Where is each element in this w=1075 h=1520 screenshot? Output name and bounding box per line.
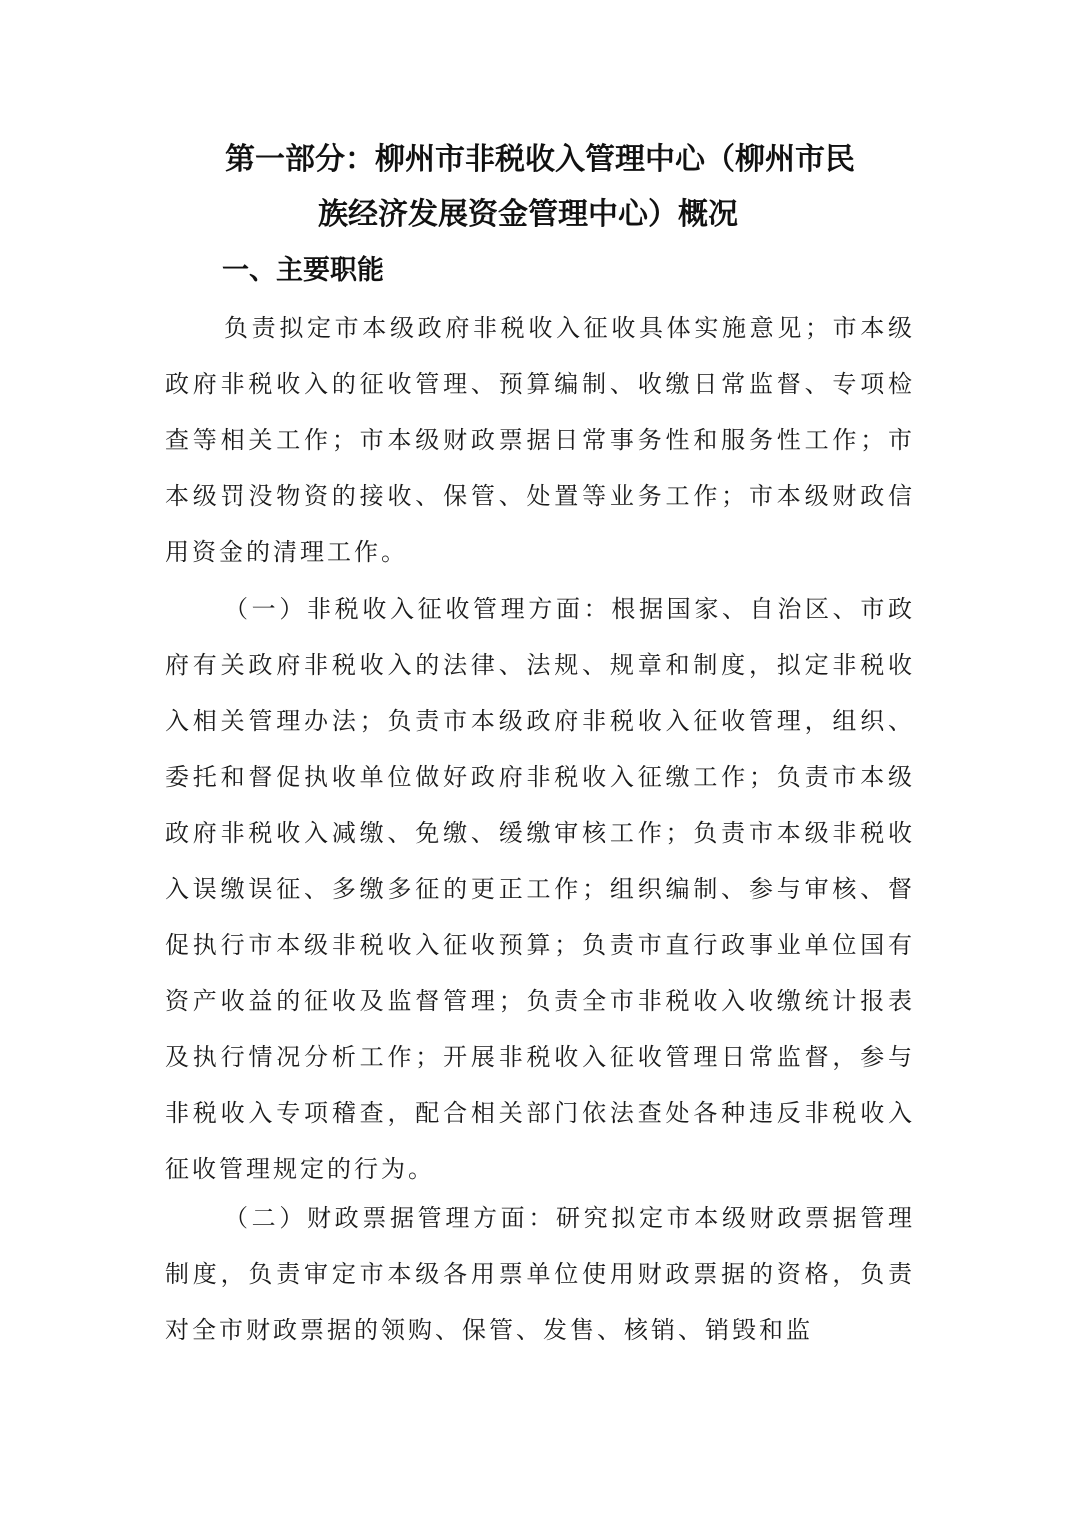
section-heading: 一、主要职能 <box>222 255 384 286</box>
paragraph-non-tax-revenue: （一）非税收入征收管理方面：根据国家、自治区、市政府有关政府非税收入的法律、法规、规章和制度，拟定非税收入相关管理办法；负责市本级政府非税收入征收管理，组织、委托和督促执收单位做好政府非税收入征缴工作；负责市本级政府非税收入减缴、免缴、缓缴审核工作；负责市本级非税收入误缴误征、多缴多征的更正工作；组织编制、参与审核、督促执行市本级非税收入征收预算；负责市直行政事业单位国有资产收益的征收及监督管理；负责全市非税收入收缴统计报表及执行情况分析工作；开展非税收入征收管理日常监督，参与非税收入专项稽查，配合相关部门依法查处各种违反非税收入征收管理规定的行为。 <box>165 595 915 1183</box>
paragraph-fiscal-bills: （二）财政票据管理方面：研究拟定市本级财政票据管理制度，负责审定市本级各用票单位使用财政票据的资格，负责对全市财政票据的领购、保管、发售、核销、销毁和监 <box>165 1204 915 1344</box>
document-title-line-1: 第一部分：柳州市非税收入管理中心（柳州市民 <box>225 142 855 177</box>
paragraph-main-functions: 负责拟定市本级政府非税收入征收具体实施意见；市本级政府非税收入的征收管理、预算编制、收缴日常监督、专项检查等相关工作；市本级财政票据日常事务性和服务性工作；市本级罚没物资的接收、保管、处置等业务工作；市本级财政信用资金的清理工作。 <box>165 314 915 566</box>
document-title-line-2: 族经济发展资金管理中心）概况 <box>318 197 738 232</box>
